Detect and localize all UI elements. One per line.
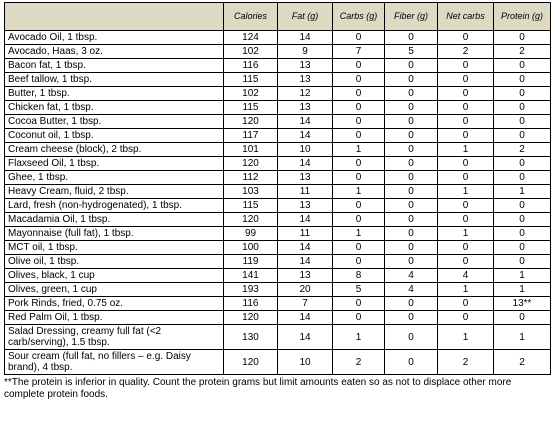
cell-food: Heavy Cream, fluid, 2 tbsp. [5, 185, 224, 199]
cell-protein: 1 [494, 185, 551, 199]
table-row [5, 59, 551, 73]
header-calories: Calories [224, 3, 278, 31]
cell-net-carbs: 1 [438, 143, 494, 157]
cell-fiber: 0 [385, 255, 438, 269]
cell-fat: 14 [278, 115, 333, 129]
cell-fiber: 0 [385, 241, 438, 255]
table-row [5, 143, 551, 157]
cell-fiber: 0 [385, 157, 438, 171]
cell-protein: 13** [494, 297, 551, 311]
table-row [5, 45, 551, 59]
cell-carbs: 5 [333, 283, 385, 297]
cell-net-carbs: 1 [438, 185, 494, 199]
cell-calories: 101 [224, 143, 278, 157]
cell-fat: 13 [278, 199, 333, 213]
cell-fiber: 0 [385, 185, 438, 199]
cell-fat: 11 [278, 185, 333, 199]
cell-protein: 0 [494, 87, 551, 101]
cell-fat: 10 [278, 143, 333, 157]
cell-fiber: 0 [385, 101, 438, 115]
header-food [5, 3, 224, 31]
cell-fiber: 4 [385, 269, 438, 283]
cell-food: Olive oil, 1 tbsp. [5, 255, 224, 269]
cell-protein: 0 [494, 73, 551, 87]
cell-protein: 0 [494, 213, 551, 227]
cell-food: MCT oil, 1 tbsp. [5, 241, 224, 255]
cell-net-carbs: 1 [438, 325, 494, 350]
cell-net-carbs: 0 [438, 87, 494, 101]
cell-net-carbs: 2 [438, 45, 494, 59]
table-row [5, 157, 551, 171]
cell-carbs: 0 [333, 73, 385, 87]
cell-net-carbs: 0 [438, 241, 494, 255]
cell-protein: 1 [494, 283, 551, 297]
cell-protein: 0 [494, 255, 551, 269]
cell-food: Bacon fat, 1 tbsp. [5, 59, 224, 73]
cell-fat: 14 [278, 129, 333, 143]
cell-calories: 117 [224, 129, 278, 143]
cell-carbs: 1 [333, 185, 385, 199]
cell-fiber: 0 [385, 143, 438, 157]
cell-protein: 0 [494, 115, 551, 129]
cell-calories: 120 [224, 157, 278, 171]
cell-fat: 13 [278, 59, 333, 73]
cell-calories: 124 [224, 31, 278, 45]
cell-protein: 0 [494, 59, 551, 73]
cell-net-carbs: 1 [438, 227, 494, 241]
cell-protein: 1 [494, 325, 551, 350]
cell-fat: 14 [278, 255, 333, 269]
cell-carbs: 0 [333, 171, 385, 185]
cell-fat: 14 [278, 213, 333, 227]
nutrition-table [4, 2, 551, 375]
cell-fat: 13 [278, 171, 333, 185]
cell-calories: 103 [224, 185, 278, 199]
nutrition-document [4, 2, 550, 401]
cell-fat: 11 [278, 227, 333, 241]
cell-protein: 0 [494, 241, 551, 255]
cell-calories: 116 [224, 59, 278, 73]
table-row [5, 350, 551, 375]
cell-fiber: 0 [385, 115, 438, 129]
cell-carbs: 1 [333, 227, 385, 241]
cell-net-carbs: 2 [438, 350, 494, 375]
table-row [5, 73, 551, 87]
cell-fat: 14 [278, 31, 333, 45]
cell-protein: 0 [494, 199, 551, 213]
cell-fiber: 0 [385, 297, 438, 311]
cell-net-carbs: 0 [438, 129, 494, 143]
cell-carbs: 0 [333, 115, 385, 129]
cell-fat: 12 [278, 87, 333, 101]
table-row [5, 255, 551, 269]
cell-food: Flaxseed Oil, 1 tbsp. [5, 157, 224, 171]
cell-calories: 130 [224, 325, 278, 350]
cell-protein: 2 [494, 45, 551, 59]
cell-food: Avocado Oil, 1 tbsp. [5, 31, 224, 45]
cell-protein: 0 [494, 101, 551, 115]
cell-food: Salad Dressing, creamy full fat (<2 carb/serving), 1.5 tbsp. [5, 325, 224, 350]
table-row [5, 325, 551, 350]
cell-fat: 9 [278, 45, 333, 59]
header-fat: Fat (g) [278, 3, 333, 31]
cell-net-carbs: 0 [438, 59, 494, 73]
footnote: **The protein is inferior in quality. Count the protein grams but limit amounts eaten so as not to displace other more complete protein foods. [4, 377, 512, 400]
cell-fat: 14 [278, 325, 333, 350]
cell-protein: 0 [494, 31, 551, 45]
cell-food: Beef tallow, 1 tbsp. [5, 73, 224, 87]
table-row [5, 297, 551, 311]
cell-net-carbs: 0 [438, 297, 494, 311]
cell-fat: 13 [278, 269, 333, 283]
cell-carbs: 2 [333, 350, 385, 375]
cell-fiber: 4 [385, 283, 438, 297]
cell-carbs: 0 [333, 213, 385, 227]
cell-protein: 2 [494, 350, 551, 375]
cell-fat: 13 [278, 101, 333, 115]
cell-calories: 112 [224, 171, 278, 185]
cell-net-carbs: 1 [438, 283, 494, 297]
cell-food: Olives, green, 1 cup [5, 283, 224, 297]
cell-fat: 10 [278, 350, 333, 375]
cell-food: Coconut oil, 1 tbsp. [5, 129, 224, 143]
cell-calories: 115 [224, 101, 278, 115]
table-row [5, 115, 551, 129]
cell-calories: 102 [224, 87, 278, 101]
cell-calories: 100 [224, 241, 278, 255]
cell-net-carbs: 0 [438, 115, 494, 129]
cell-carbs: 0 [333, 297, 385, 311]
cell-fiber: 0 [385, 31, 438, 45]
cell-fiber: 0 [385, 199, 438, 213]
cell-calories: 120 [224, 350, 278, 375]
cell-fat: 13 [278, 73, 333, 87]
table-row [5, 199, 551, 213]
cell-carbs: 0 [333, 255, 385, 269]
cell-fiber: 0 [385, 129, 438, 143]
cell-calories: 141 [224, 269, 278, 283]
cell-net-carbs: 4 [438, 269, 494, 283]
cell-food: Butter, 1 tbsp. [5, 87, 224, 101]
cell-fiber: 0 [385, 87, 438, 101]
table-row [5, 241, 551, 255]
cell-fat: 20 [278, 283, 333, 297]
cell-net-carbs: 0 [438, 73, 494, 87]
cell-protein: 0 [494, 227, 551, 241]
cell-food: Lard, fresh (non-hydrogenated), 1 tbsp. [5, 199, 224, 213]
cell-food: Cocoa Butter, 1 tbsp. [5, 115, 224, 129]
cell-carbs: 0 [333, 241, 385, 255]
cell-calories: 102 [224, 45, 278, 59]
cell-carbs: 0 [333, 199, 385, 213]
cell-calories: 99 [224, 227, 278, 241]
cell-carbs: 7 [333, 45, 385, 59]
cell-net-carbs: 0 [438, 157, 494, 171]
table-row [5, 171, 551, 185]
cell-fiber: 0 [385, 227, 438, 241]
cell-fiber: 0 [385, 311, 438, 325]
table-row [5, 269, 551, 283]
cell-net-carbs: 0 [438, 101, 494, 115]
table-body [5, 31, 551, 375]
cell-net-carbs: 0 [438, 171, 494, 185]
cell-calories: 115 [224, 199, 278, 213]
cell-food: Sour cream (full fat, no fillers – e.g. Daisy brand), 4 tbsp. [5, 350, 224, 375]
cell-carbs: 0 [333, 31, 385, 45]
cell-protein: 2 [494, 143, 551, 157]
cell-carbs: 0 [333, 157, 385, 171]
cell-fat: 14 [278, 311, 333, 325]
table-header-row [5, 3, 551, 31]
cell-fiber: 0 [385, 350, 438, 375]
header-protein: Protein (g) [494, 3, 551, 31]
cell-calories: 119 [224, 255, 278, 269]
cell-calories: 115 [224, 73, 278, 87]
header-carbs: Carbs (g) [333, 3, 385, 31]
cell-fiber: 0 [385, 213, 438, 227]
table-row [5, 129, 551, 143]
cell-food: Macadamia Oil, 1 tbsp. [5, 213, 224, 227]
cell-fat: 7 [278, 297, 333, 311]
cell-calories: 116 [224, 297, 278, 311]
cell-carbs: 8 [333, 269, 385, 283]
cell-net-carbs: 0 [438, 199, 494, 213]
table-row [5, 31, 551, 45]
cell-food: Cream cheese (block), 2 tbsp. [5, 143, 224, 157]
cell-protein: 0 [494, 129, 551, 143]
table-row [5, 227, 551, 241]
table-row [5, 185, 551, 199]
cell-net-carbs: 0 [438, 213, 494, 227]
cell-carbs: 1 [333, 143, 385, 157]
table-row [5, 283, 551, 297]
table-row [5, 87, 551, 101]
cell-carbs: 0 [333, 101, 385, 115]
table-row [5, 213, 551, 227]
cell-fiber: 0 [385, 73, 438, 87]
cell-food: Pork Rinds, fried, 0.75 oz. [5, 297, 224, 311]
cell-protein: 0 [494, 311, 551, 325]
cell-food: Avocado, Haas, 3 oz. [5, 45, 224, 59]
cell-fiber: 0 [385, 325, 438, 350]
cell-carbs: 0 [333, 87, 385, 101]
cell-carbs: 0 [333, 129, 385, 143]
cell-calories: 193 [224, 283, 278, 297]
cell-fat: 14 [278, 241, 333, 255]
cell-net-carbs: 0 [438, 311, 494, 325]
cell-calories: 120 [224, 311, 278, 325]
cell-fat: 14 [278, 157, 333, 171]
cell-protein: 1 [494, 269, 551, 283]
cell-fiber: 0 [385, 171, 438, 185]
header-fiber: Fiber (g) [385, 3, 438, 31]
cell-fiber: 5 [385, 45, 438, 59]
table-row [5, 101, 551, 115]
cell-calories: 120 [224, 115, 278, 129]
cell-net-carbs: 0 [438, 31, 494, 45]
cell-food: Chicken fat, 1 tbsp. [5, 101, 224, 115]
table-row [5, 311, 551, 325]
cell-carbs: 0 [333, 59, 385, 73]
cell-net-carbs: 0 [438, 255, 494, 269]
cell-calories: 120 [224, 213, 278, 227]
cell-food: Red Palm Oil, 1 tbsp. [5, 311, 224, 325]
cell-fiber: 0 [385, 59, 438, 73]
cell-food: Mayonnaise (full fat), 1 tbsp. [5, 227, 224, 241]
cell-food: Ghee, 1 tbsp. [5, 171, 224, 185]
header-net-carbs: Net carbs [438, 3, 494, 31]
cell-protein: 0 [494, 171, 551, 185]
cell-protein: 0 [494, 157, 551, 171]
cell-food: Olives, black, 1 cup [5, 269, 224, 283]
cell-carbs: 0 [333, 311, 385, 325]
cell-carbs: 1 [333, 325, 385, 350]
